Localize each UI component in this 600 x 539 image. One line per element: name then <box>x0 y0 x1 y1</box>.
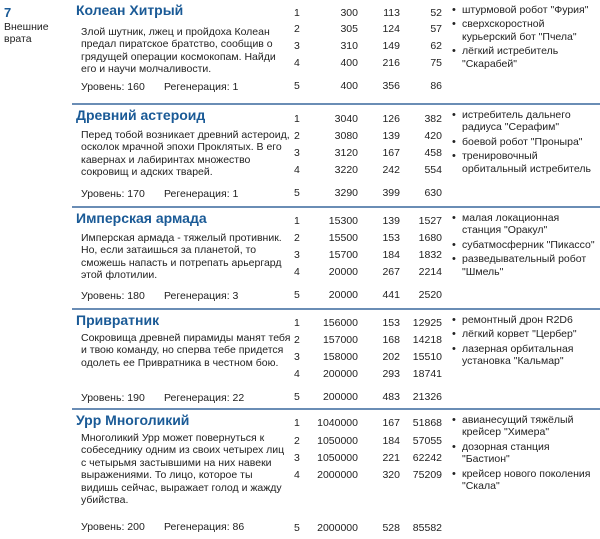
stat-cell: 51868 <box>412 417 442 429</box>
reward-item: • штурмовой робот "Фурия" <box>450 4 600 16</box>
stat-cell: 267 <box>382 266 400 278</box>
stat-cell: 168 <box>382 334 400 346</box>
stat-cell: 3 <box>294 147 300 159</box>
boss-description: Перед тобой возникает древний астероид, осколок мрачной эпохи Проклятых. В его кавернах и лабиринтах множество сокровищ и адских тварей. <box>81 129 290 179</box>
boss-level <box>81 188 145 200</box>
stat-cell: 293 <box>382 368 400 380</box>
stat-cell: 528 <box>382 522 400 534</box>
stat-row <box>290 6 446 20</box>
stat-cell: 320 <box>382 469 400 481</box>
stat-row <box>290 56 446 70</box>
reward-item: • крейсер нового поколения "Скала" <box>450 468 600 493</box>
stat-cell: 156000 <box>322 317 358 329</box>
stat-cell: 75209 <box>412 469 442 481</box>
regen-value: 86 <box>232 521 245 533</box>
stat-cell: 4 <box>294 57 300 69</box>
stat-cell: 158000 <box>322 351 358 363</box>
stat-cell: 300 <box>340 7 358 19</box>
stat-cell: 2000000 <box>317 469 358 481</box>
stat-row <box>290 521 446 535</box>
stat-cell: 3 <box>294 40 300 52</box>
stat-cell: 2000000 <box>317 522 358 534</box>
stat-cell: 382 <box>424 113 442 125</box>
stat-cell: 52 <box>430 7 442 19</box>
stat-cell: 554 <box>424 164 442 176</box>
stat-cell: 14218 <box>412 334 442 346</box>
stat-cell: 1 <box>294 7 300 19</box>
stat-cell: 15500 <box>328 232 358 244</box>
stat-cell: 167 <box>382 417 400 429</box>
stat-row <box>290 39 446 53</box>
stat-cell: 5 <box>294 522 300 534</box>
stat-cell: 1527 <box>418 215 442 227</box>
boss-block <box>72 103 600 205</box>
stat-cell: 2214 <box>418 266 442 278</box>
stat-cell: 3080 <box>334 130 358 142</box>
boss-name: Имперская армада <box>76 210 207 226</box>
stat-row <box>290 186 446 200</box>
stat-cell: 1680 <box>418 232 442 244</box>
level-value: 180 <box>127 290 145 302</box>
stat-cell: 1 <box>294 113 300 125</box>
stat-cell: 399 <box>382 187 400 199</box>
boss-regen <box>164 392 244 404</box>
stat-cell: 75 <box>430 57 442 69</box>
level-label: Уровень: <box>81 81 125 93</box>
stat-cell: 62242 <box>412 452 442 464</box>
stat-cell: 5 <box>294 289 300 301</box>
stat-cell: 1040000 <box>317 417 358 429</box>
stat-cell: 157000 <box>322 334 358 346</box>
stat-cell: 167 <box>382 147 400 159</box>
sector-number: 7 <box>4 5 12 20</box>
stat-cell: 221 <box>382 452 400 464</box>
stat-cell: 202 <box>382 351 400 363</box>
stat-cell: 15510 <box>412 351 442 363</box>
reward-item: • истребитель дальнего радиуса "Серафим" <box>450 109 600 134</box>
stat-cell: 400 <box>340 57 358 69</box>
stat-row <box>290 434 446 448</box>
boss-name: Колеан Хитрый <box>76 2 184 18</box>
stat-cell: 153 <box>382 317 400 329</box>
stat-cell: 483 <box>382 391 400 403</box>
stat-row <box>290 22 446 36</box>
level-value: 170 <box>127 188 145 200</box>
boss-regen <box>164 81 238 93</box>
stat-cell: 630 <box>424 187 442 199</box>
sector-name: Внешние врата <box>4 21 49 45</box>
level-value: 160 <box>127 81 145 93</box>
level-value: 190 <box>127 392 145 404</box>
stat-row <box>290 288 446 302</box>
boss-block <box>72 0 600 102</box>
stat-cell: 242 <box>382 164 400 176</box>
stat-cell: 153 <box>382 232 400 244</box>
stat-cell: 1 <box>294 317 300 329</box>
boss-name: Древний астероид <box>76 107 206 123</box>
reward-item: • разведывательный робот "Шмель" <box>450 253 600 278</box>
regen-value: 3 <box>232 290 239 302</box>
stat-cell: 441 <box>382 289 400 301</box>
stat-row <box>290 367 446 381</box>
reward-list <box>450 314 600 370</box>
reward-item: • лёгкий истребитель "Скарабей" <box>450 45 600 70</box>
stats-table <box>290 410 446 539</box>
regen-value: 22 <box>232 392 245 404</box>
stat-row <box>290 214 446 228</box>
stat-cell: 4 <box>294 266 300 278</box>
reward-item: • лёгкий корвет "Цербер" <box>450 328 600 340</box>
boss-level <box>81 521 145 533</box>
regen-label: Регенерация: <box>164 392 230 404</box>
boss-description: Злой шутник, лжец и пройдоха Колеан предал пиратское братство, сообщив о грядущей операции космокопам. Найди его и научи молчаливости. <box>81 26 276 76</box>
stat-cell: 2 <box>294 23 300 35</box>
stat-row <box>290 416 446 430</box>
stats-table <box>290 0 446 102</box>
boss-description: Имперская армада - тяжелый противник. Но, если затаишься за планетой, то сможешь напасть и потрепать арьергард этой флотилии. <box>81 232 282 282</box>
stat-cell: 149 <box>382 40 400 52</box>
stat-row <box>290 112 446 126</box>
reward-list <box>450 4 600 72</box>
stat-cell: 1050000 <box>317 452 358 464</box>
reward-list <box>450 212 600 280</box>
stat-cell: 200000 <box>322 368 358 380</box>
stat-cell: 184 <box>382 249 400 261</box>
boss-name: Привратник <box>76 312 160 328</box>
stat-cell: 3 <box>294 351 300 363</box>
reward-item: • сверхскоростной курьерский бот "Пчела" <box>450 18 600 43</box>
stat-row <box>290 333 446 347</box>
stat-row <box>290 248 446 262</box>
stat-cell: 2 <box>294 435 300 447</box>
stat-cell: 4 <box>294 164 300 176</box>
stat-cell: 2 <box>294 334 300 346</box>
regen-label: Регенерация: <box>164 521 230 533</box>
stat-cell: 3040 <box>334 113 358 125</box>
stat-cell: 126 <box>382 113 400 125</box>
stat-cell: 12925 <box>412 317 442 329</box>
stat-row <box>290 129 446 143</box>
stat-cell: 62 <box>430 40 442 52</box>
reward-list <box>450 414 600 494</box>
reward-item: • малая локационная станция "Оракул" <box>450 212 600 237</box>
regen-label: Регенерация: <box>164 188 230 200</box>
stat-cell: 305 <box>340 23 358 35</box>
stat-cell: 458 <box>424 147 442 159</box>
level-label: Уровень: <box>81 392 125 404</box>
regen-label: Регенерация: <box>164 290 230 302</box>
stat-cell: 3 <box>294 249 300 261</box>
reward-item: • авианесущий тяжёлый крейсер "Химера" <box>450 414 600 439</box>
stat-cell: 1832 <box>418 249 442 261</box>
stat-cell: 139 <box>382 130 400 142</box>
stat-cell: 3120 <box>334 147 358 159</box>
stat-cell: 5 <box>294 391 300 403</box>
stat-cell: 15300 <box>328 215 358 227</box>
stat-row <box>290 316 446 330</box>
stat-row <box>290 79 446 93</box>
level-label: Уровень: <box>81 188 125 200</box>
regen-value: 1 <box>232 81 239 93</box>
stats-table <box>290 208 446 309</box>
stat-cell: 4 <box>294 368 300 380</box>
stat-cell: 216 <box>382 57 400 69</box>
level-label: Уровень: <box>81 290 125 302</box>
regen-label: Регенерация: <box>164 81 230 93</box>
boss-block <box>72 308 600 406</box>
stat-cell: 184 <box>382 435 400 447</box>
stat-row <box>290 350 446 364</box>
level-value: 200 <box>127 521 145 533</box>
stat-row <box>290 146 446 160</box>
stat-row <box>290 451 446 465</box>
boss-regen <box>164 290 238 302</box>
stat-cell: 21326 <box>412 391 442 403</box>
stat-row <box>290 163 446 177</box>
stats-table <box>290 105 446 207</box>
stat-row <box>290 265 446 279</box>
stat-cell: 420 <box>424 130 442 142</box>
reward-item: • дозорная станция "Бастион" <box>450 441 600 466</box>
stat-cell: 139 <box>382 215 400 227</box>
reward-item: • лазерная орбитальная установка "Кальмар" <box>450 343 600 368</box>
stat-cell: 20000 <box>328 266 358 278</box>
boss-level <box>81 81 145 93</box>
stat-cell: 3220 <box>334 164 358 176</box>
reward-item: • ремонтный дрон R2D6 <box>450 314 600 326</box>
stat-cell: 85582 <box>412 522 442 534</box>
boss-regen <box>164 521 244 533</box>
stat-row <box>290 390 446 404</box>
stat-cell: 1 <box>294 417 300 429</box>
boss-block <box>72 206 600 307</box>
stat-cell: 1050000 <box>317 435 358 447</box>
stat-cell: 20000 <box>328 289 358 301</box>
reward-item: • субатмосферник "Пикассо" <box>450 239 600 251</box>
stat-row <box>290 468 446 482</box>
stat-cell: 86 <box>430 80 442 92</box>
stat-cell: 3290 <box>334 187 358 199</box>
stat-cell: 18741 <box>412 368 442 380</box>
stat-cell: 124 <box>382 23 400 35</box>
boss-regen <box>164 188 238 200</box>
stat-cell: 2520 <box>418 289 442 301</box>
boss-block <box>72 408 600 539</box>
reward-item: • тренировочный орбитальный истребитель <box>450 150 600 175</box>
boss-description: Сокровища древней пирамиды манят тебя и твою команду, но сперва тебе придется одолеть ее Привратника в честном бою. <box>81 332 291 369</box>
stat-cell: 15700 <box>328 249 358 261</box>
regen-value: 1 <box>232 188 239 200</box>
stat-row <box>290 231 446 245</box>
boss-level <box>81 392 145 404</box>
stat-cell: 5 <box>294 187 300 199</box>
stat-cell: 2 <box>294 232 300 244</box>
stat-cell: 57 <box>430 23 442 35</box>
stat-cell: 200000 <box>322 391 358 403</box>
reward-list <box>450 109 600 177</box>
sector-label <box>4 6 66 45</box>
stat-cell: 310 <box>340 40 358 52</box>
stat-cell: 400 <box>340 80 358 92</box>
boss-level <box>81 290 145 302</box>
boss-description: Многоликий Урр может повернуться к собеседнику одним из своих четырех лиц с четырьмя застывшими на них навеки выражениями. То лицо, которое ты видишь сейчас, выражает голод и жажду убийства. <box>81 432 285 507</box>
stat-cell: 5 <box>294 80 300 92</box>
stat-cell: 113 <box>383 7 400 19</box>
stat-cell: 356 <box>382 80 400 92</box>
stat-cell: 1 <box>294 215 300 227</box>
stat-cell: 3 <box>294 452 300 464</box>
level-label: Уровень: <box>81 521 125 533</box>
stat-cell: 4 <box>294 469 300 481</box>
boss-name: Урр Многоликий <box>76 412 190 428</box>
stat-cell: 57055 <box>412 435 442 447</box>
reward-item: • боевой робот "Проныра" <box>450 136 600 148</box>
stat-cell: 2 <box>294 130 300 142</box>
stats-table <box>290 310 446 408</box>
